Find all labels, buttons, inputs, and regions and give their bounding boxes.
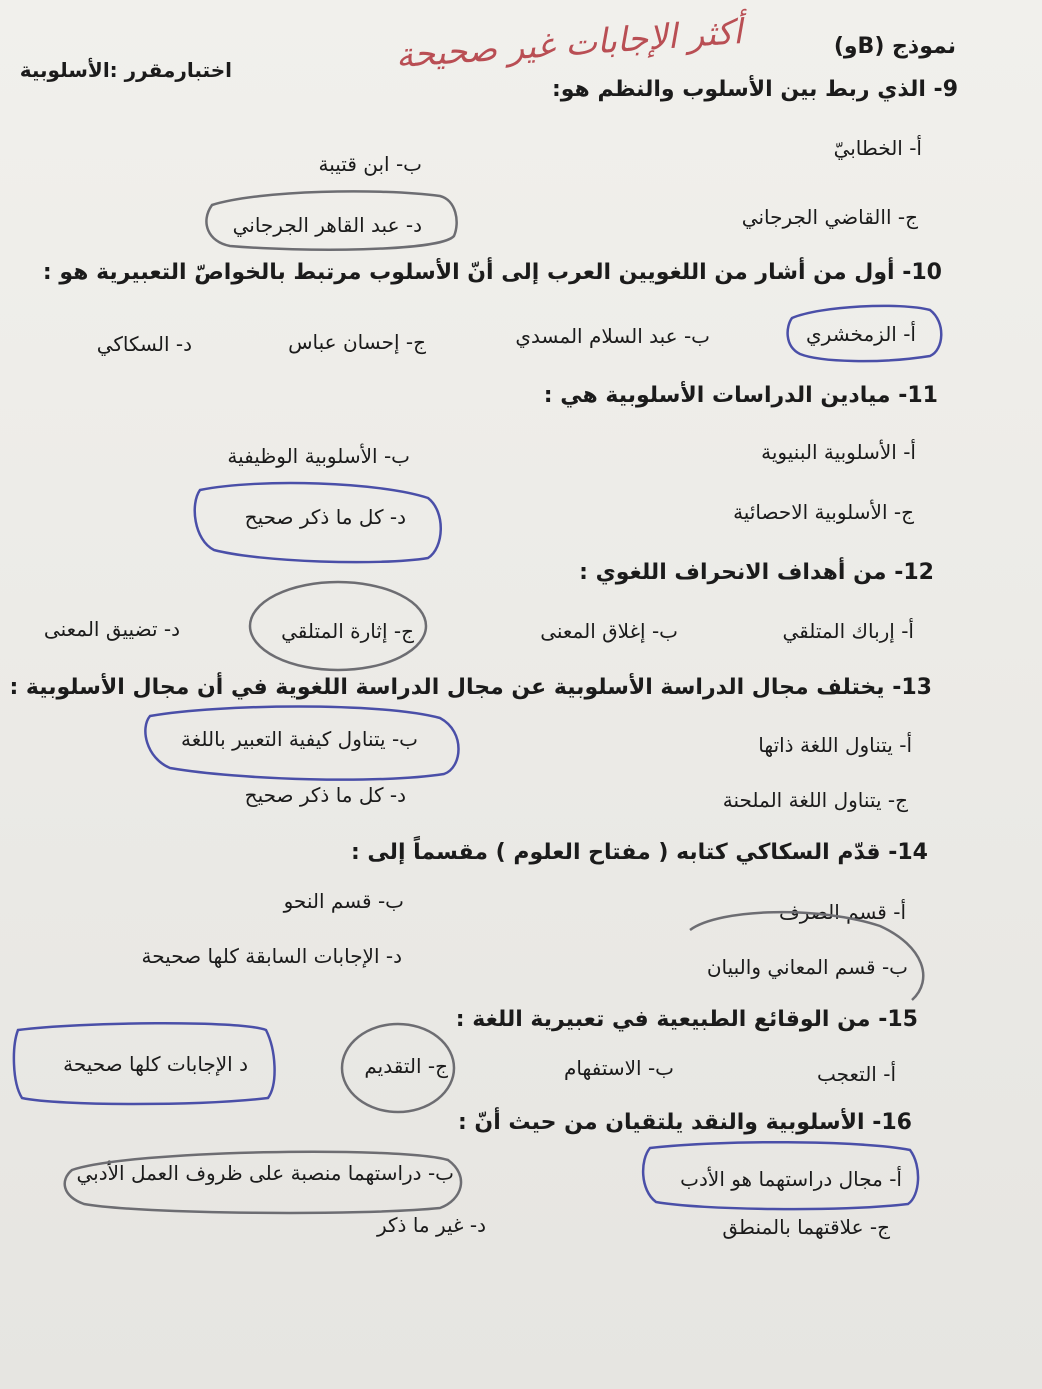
- question-text: يختلف مجال الدراسة الأسلوبية عن مجال الدراسة اللغوية في أن مجال الأسلوبية :: [9, 675, 885, 700]
- question-13: [9, 675, 932, 700]
- q9-option-c[interactable]: ج- االقاضي الجرجاني: [741, 205, 918, 229]
- question-number: 12-: [894, 560, 934, 585]
- q14-option-a[interactable]: أ- قسم الصرف: [779, 900, 906, 924]
- q10-option-c[interactable]: ج- إحسان عباس: [288, 330, 426, 354]
- q12-option-a[interactable]: أ- إرباك المتلقي: [782, 619, 914, 643]
- question-text: من الوقائع الطبيعية في تعبيرية اللغة :: [455, 1007, 871, 1032]
- q15-option-c[interactable]: ج- التقديم: [364, 1054, 448, 1078]
- model-label: نموذج (Bو): [833, 34, 956, 59]
- q10-option-d[interactable]: د- السكاكي: [96, 332, 192, 356]
- question-text: الذي ربط بين الأسلوب والنظم هو:: [551, 77, 926, 102]
- q16-option-a[interactable]: أ- مجال دراستهما هو الأدب: [680, 1167, 902, 1191]
- q15-option-b[interactable]: ب- الاستفهام: [564, 1056, 674, 1080]
- question-text: الأسلوبية والنقد يلتقيان من حيث أنّ :: [457, 1110, 865, 1135]
- q16-option-c[interactable]: ج- علاقتهما بالمنطق: [722, 1215, 890, 1239]
- q13-option-a[interactable]: أ- يتناول اللغة ذاتها: [758, 733, 912, 757]
- q16-option-b[interactable]: ب- دراستهما منصبة على ظروف العمل الأدبي: [76, 1161, 454, 1185]
- q13-option-c[interactable]: ج- يتناول اللغة الملحنة: [722, 788, 908, 812]
- question-text: قدّم السكاكي كتابه ( مفتاح العلوم ) مقسماً إلى :: [350, 840, 881, 865]
- q9-option-d[interactable]: د- عبد القاهر الجرجاني: [232, 213, 422, 237]
- q9-option-a[interactable]: أ- الخطابيّ: [833, 136, 922, 160]
- question-number: 13-: [892, 675, 932, 700]
- question-11: [544, 383, 938, 408]
- question-text: أول من أشار من اللغويين العرب إلى أنّ الأسلوب مرتبط بالخواصّ التعبيرية هو :: [42, 260, 895, 285]
- q11-option-b[interactable]: ب- الأسلوبية الوظيفية: [227, 444, 410, 468]
- question-number: 14-: [888, 840, 928, 865]
- q12-option-d[interactable]: د- تضييق المعنى: [43, 617, 180, 641]
- q15-option-d[interactable]: د الإجابات كلها صحيحة: [63, 1052, 248, 1076]
- q12-option-c[interactable]: ج- إثارة المتلقي: [281, 619, 414, 643]
- question-text: ميادين الدراسات الأسلوبية هي :: [543, 383, 891, 408]
- question-number: 15-: [878, 1007, 918, 1032]
- q16-option-d[interactable]: د- غير ما ذكر: [377, 1213, 486, 1237]
- question-number: 10-: [902, 260, 942, 285]
- q10-option-b[interactable]: ب- عبد السلام المسدي: [515, 324, 710, 348]
- question-14: [351, 840, 928, 865]
- question-16: [458, 1110, 912, 1135]
- q11-option-c[interactable]: ج- الأسلوبية الاحصائية: [733, 500, 914, 524]
- q14-option-d[interactable]: د- الإجابات السابقة كلها صحيحة: [141, 944, 402, 968]
- course-label: اختبارمقرر :الأسلوبية: [19, 58, 232, 82]
- question-10: [43, 260, 942, 285]
- q11-option-d[interactable]: د- كل ما ذكر صحيح: [244, 505, 406, 529]
- q13-option-b[interactable]: ب- يتناول كيفية التعبير باللغة: [180, 727, 418, 751]
- question-9: [552, 77, 958, 102]
- question-12: [579, 560, 934, 585]
- q15-option-a[interactable]: أ- التعجب: [816, 1062, 896, 1086]
- question-number: 9-: [933, 77, 958, 102]
- q11-option-a[interactable]: أ- الأسلوبية البنيوية: [761, 440, 916, 464]
- question-number: 16-: [872, 1110, 912, 1135]
- q10-option-a[interactable]: أ- الزمخشري: [806, 322, 916, 346]
- q13-option-d[interactable]: د- كل ما ذكر صحيح: [244, 783, 406, 807]
- question-number: 11-: [898, 383, 938, 408]
- q14-option-b[interactable]: ب- قسم النحو: [283, 889, 404, 913]
- question-text: من أهداف الانحراف اللغوي :: [579, 560, 887, 585]
- q9-option-b[interactable]: ب- ابن قتيبة: [318, 152, 422, 176]
- question-15: [456, 1007, 918, 1032]
- q12-option-b[interactable]: ب- إغلاق المعنى: [540, 619, 678, 643]
- q14-option-c[interactable]: ب- قسم المعاني والبيان: [706, 955, 908, 979]
- handwritten-note: أكثر الإجابات غير صحيحة: [394, 12, 744, 77]
